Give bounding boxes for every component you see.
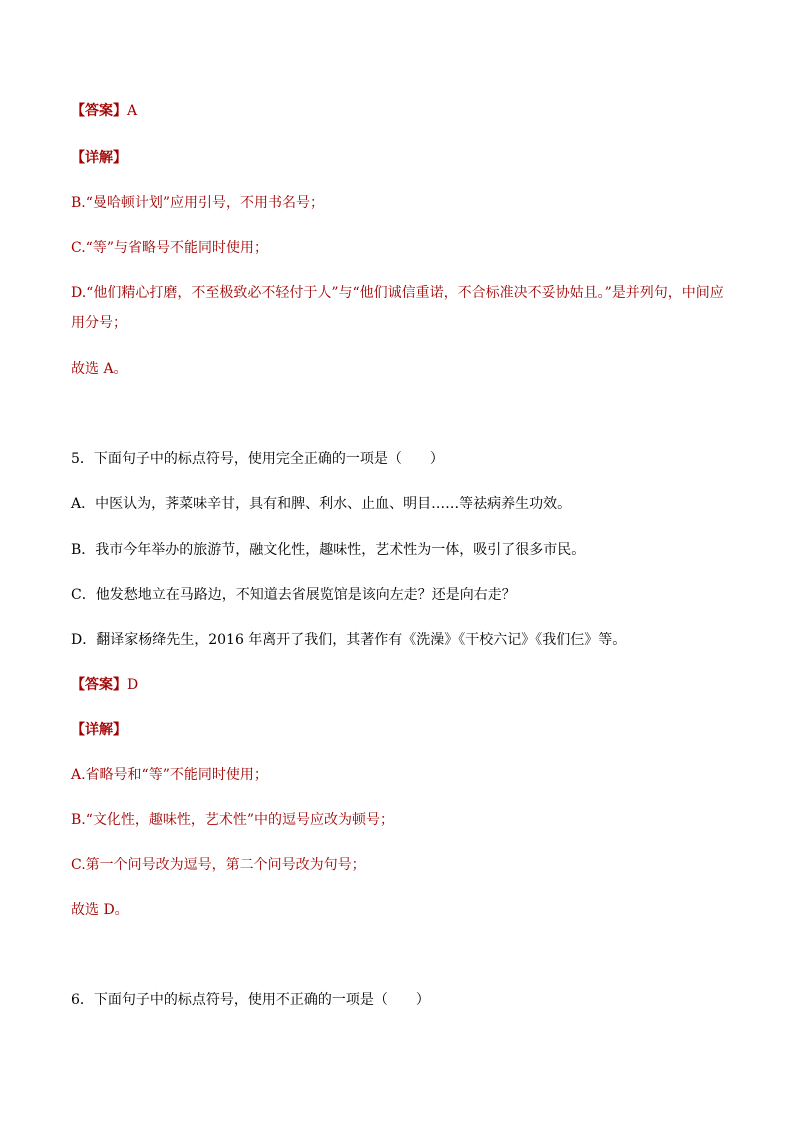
question-5-option-b: B．我市今年举办的旅游节，融文化性，趣味性，艺术性为一体，吸引了很多市民。 (71, 542, 586, 558)
question-5-option-d: D．翻译家杨绛先生，2016 年离开了我们，其著作有《洗澡》《干校六记》《我们仨》等。 (71, 632, 627, 648)
question-6-stem: 6．下面句子中的标点符号，使用不正确的一项是（ ） (71, 992, 430, 1008)
answer-line (71, 101, 731, 121)
answer-value-q5: D (127, 677, 139, 693)
question-5-option-c: C．他发愁地立在马路边，不知道去省展览馆是该向左走？还是向右走？ (71, 587, 516, 603)
answer-label-q5: 【答案】 (71, 677, 127, 693)
detail-label: 【详解】 (71, 150, 127, 166)
question-5-option-a: A．中医认为，荠菜味辛甘，具有和脾、利水、止血、明目……等祛病养生功效。 (71, 496, 572, 512)
answer-value: A (127, 103, 138, 119)
conclusion: 故选 A。 (71, 361, 128, 377)
detail-line-c: C.“等”与省略号不能同时使用； (71, 240, 268, 256)
answer-line-q5 (71, 675, 731, 695)
answer-label: 【答案】 (71, 103, 127, 119)
detail-line-a-q5: A.省略号和“等”不能同时使用； (71, 767, 268, 783)
detail-line-d: D.“他们精心打磨，不至极致必不轻付于人”与“他们诚信重诺，不合标准决不妥协姑且。”是并列句，中间应用分号； (71, 285, 724, 331)
question-5-stem: 5．下面句子中的标点符号，使用完全正确的一项是（ ） (71, 451, 444, 467)
detail-line-b-q5: B.“文化性，趣味性，艺术性”中的逗号应改为顿号； (71, 812, 395, 828)
detail-label-q5: 【详解】 (71, 722, 127, 738)
detail-line-b: B.“曼哈顿计划”应用引号，不用书名号； (71, 195, 325, 211)
detail-line-c-q5: C.第一个问号改为逗号，第二个问号改为句号； (71, 857, 366, 873)
conclusion-q5: 故选 D。 (71, 902, 129, 918)
